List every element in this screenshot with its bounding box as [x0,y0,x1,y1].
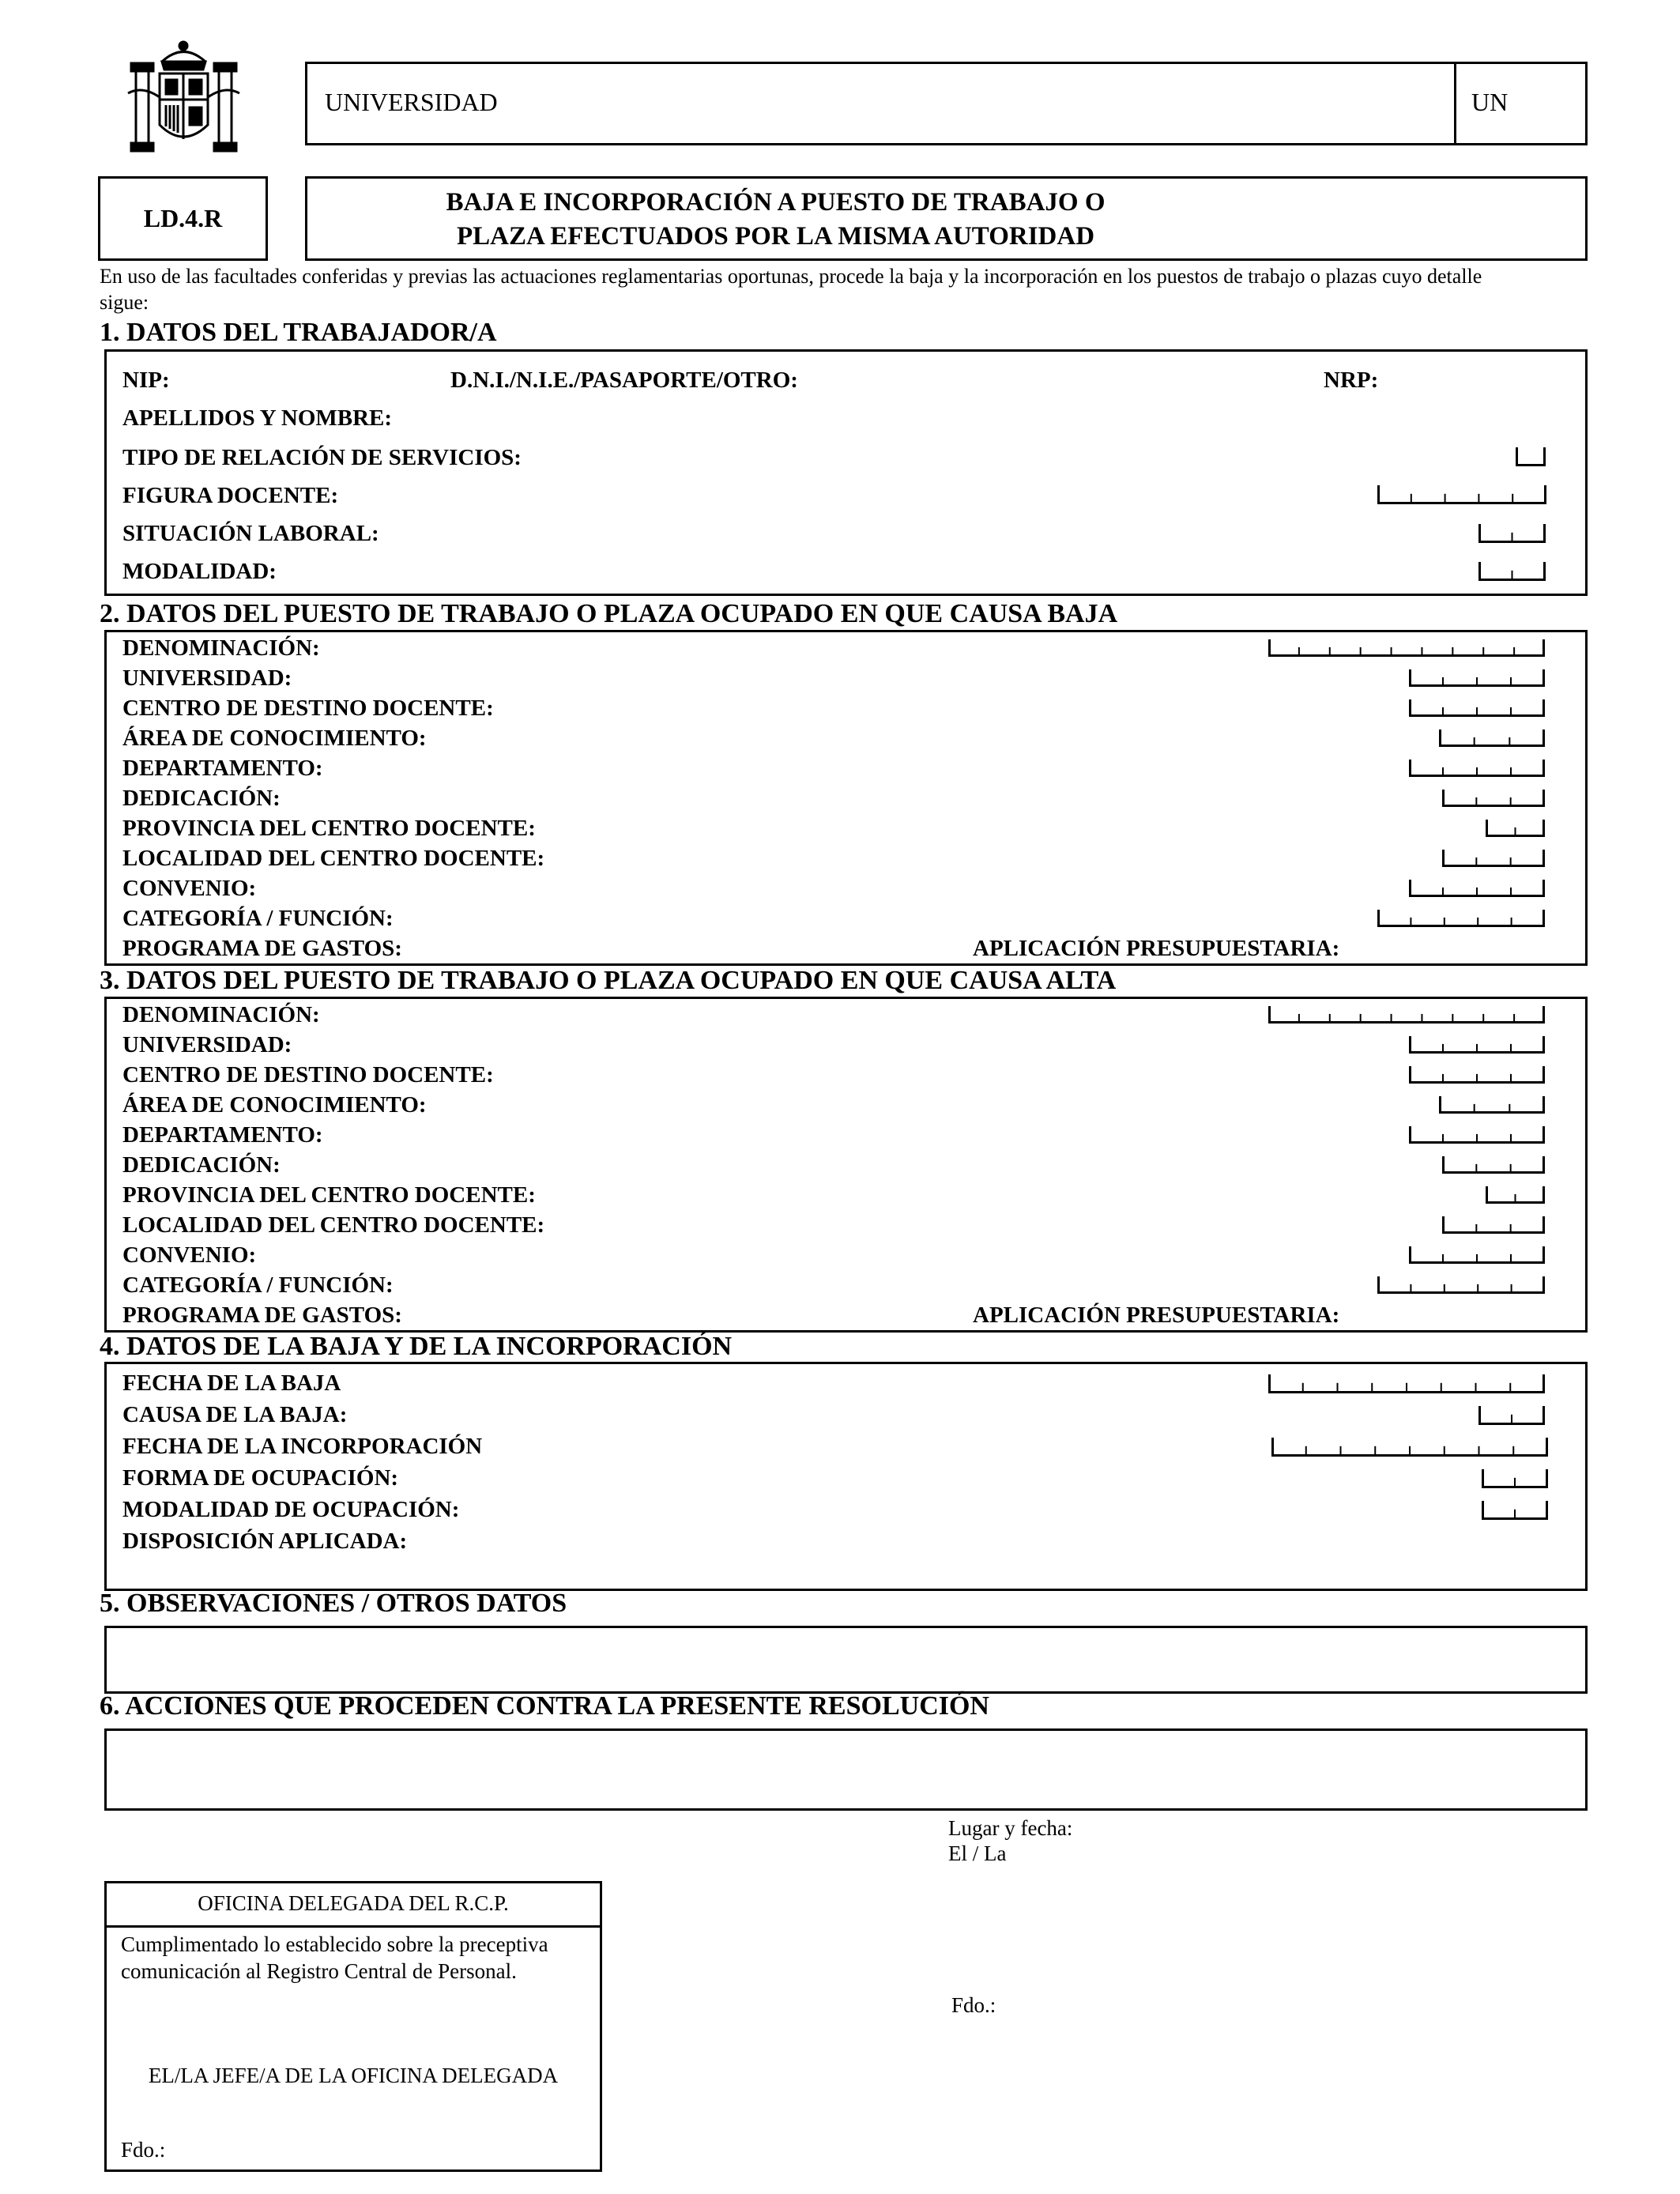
oficina-title-divider [107,1925,600,1928]
s2-dedicacion-field[interactable] [1442,790,1545,807]
comb-lines [1409,880,1545,897]
comb-lines [1409,669,1545,687]
coat-of-arms-logo [126,38,241,156]
comb-lines [1268,1374,1545,1393]
modalidad-field[interactable] [1478,562,1546,581]
comb-lines [1377,1276,1545,1294]
modalidad-label: MODALIDAD: [122,559,277,584]
tipo-relacion-label: TIPO DE RELACIÓN DE SERVICIOS: [122,445,522,470]
comb-lines [1442,1216,1545,1234]
oficina-delegada-box [104,1881,602,2172]
nip-label: NIP: [122,368,170,393]
s3-universidad-label: UNIVERSIDAD: [122,1032,292,1057]
universidad-field[interactable] [305,62,1588,145]
s2-area-conocimiento-field[interactable] [1439,729,1545,747]
s2-area-conocimiento-label: ÁREA DE CONOCIMIENTO: [122,726,427,751]
s3-convenio-field[interactable] [1409,1246,1545,1264]
apellidos-label: APELLIDOS Y NOMBRE: [122,405,393,431]
s3-categoria-field[interactable] [1377,1276,1545,1294]
s3-departamento-label: DEPARTAMENTO: [122,1122,323,1148]
forma-ocupacion-label: FORMA DE OCUPACIÓN: [122,1465,399,1491]
modalidad-ocupacion-field[interactable] [1482,1501,1548,1520]
comb-lines [1409,760,1545,777]
comb-lines [1478,524,1546,543]
fecha-incorporacion-field[interactable] [1271,1438,1548,1457]
situacion-laboral-field[interactable] [1478,524,1546,543]
s2-convenio-field[interactable] [1409,880,1545,897]
s2-universidad-label: UNIVERSIDAD: [122,665,292,691]
s2-denominacion-label: DENOMINACIÓN: [122,635,320,661]
s3-provincia-field[interactable] [1486,1186,1545,1204]
s3-denominacion-label: DENOMINACIÓN: [122,1002,320,1027]
acciones-field[interactable] [104,1728,1588,1811]
fecha-baja-field[interactable] [1268,1374,1545,1393]
section1-box [104,349,1588,596]
figura-docente-label: FIGURA DOCENTE: [122,483,339,508]
comb-lines [1486,820,1545,837]
fecha-baja-label: FECHA DE LA BAJA [122,1370,341,1396]
comb-lines [1442,1156,1545,1174]
s3-programa-gastos-label: PROGRAMA DE GASTOS: [122,1302,402,1328]
s3-dedicacion-label: DEDICACIÓN: [122,1152,281,1178]
comb-lines [1271,1438,1548,1457]
section3-box [104,997,1588,1333]
s2-programa-gastos-label: PROGRAMA DE GASTOS: [122,936,402,961]
universidad-code: UN [1471,88,1509,116]
s3-departamento-field[interactable] [1409,1126,1545,1144]
intro-text: En uso de las facultades conferidas y previas las actuaciones reglamentarias oportunas, procede la baja y la incorporación en los puestos de trabajo o plazas cuyo detalle sigue: [100,265,1482,314]
el-la-label: El / La [948,1842,1007,1865]
form-code-box [98,176,268,261]
form-title-line2: PLAZA EFECTUADOS POR LA MISMA AUTORIDAD [456,222,1095,251]
comb-lines [1268,1006,1545,1023]
lugar-fecha-label: Lugar y fecha: [948,1816,1073,1840]
comb-lines [1442,790,1545,807]
s3-localidad-field[interactable] [1442,1216,1545,1234]
comb-lines [1409,1066,1545,1084]
s2-categoria-label: CATEGORÍA / FUNCIÓN: [122,906,394,931]
comb-lines [1377,910,1545,927]
s3-area-conocimiento-field[interactable] [1439,1096,1545,1114]
forma-ocupacion-field[interactable] [1482,1469,1548,1488]
s2-centro-destino-field[interactable] [1409,699,1545,717]
section2-box [104,630,1588,966]
s2-provincia-label: PROVINCIA DEL CENTRO DOCENTE: [122,816,536,841]
comb-lines [1409,699,1545,717]
comb-lines [1482,1501,1548,1520]
section3-title: 3. DATOS DEL PUESTO DE TRABAJO O PLAZA OCUPADO EN QUE CAUSA ALTA [100,966,1117,995]
oficina-delegada-text: Cumplimentado lo establecido sobre la preceptiva comunicación al Registro Central de Personal. [121,1932,548,1983]
comb-lines [1442,850,1545,867]
s2-departamento-field[interactable] [1409,760,1545,777]
s3-categoria-label: CATEGORÍA / FUNCIÓN: [122,1272,394,1298]
s3-convenio-label: CONVENIO: [122,1242,257,1268]
section6-title: 6. ACCIONES QUE PROCEDEN CONTRA LA PRESENTE RESOLUCIÓN [100,1691,989,1721]
s3-area-conocimiento-label: ÁREA DE CONOCIMIENTO: [122,1092,427,1118]
comb-lines [1439,1096,1545,1114]
section4-title: 4. DATOS DE LA BAJA Y DE LA INCORPORACIÓN [100,1332,733,1361]
s2-localidad-label: LOCALIDAD DEL CENTRO DOCENTE: [122,846,545,871]
s3-aplicacion-presupuestaria-label: APLICACIÓN PRESUPUESTARIA: [973,1302,1340,1328]
s2-universidad-field[interactable] [1409,669,1545,687]
comb-lines [1486,1186,1545,1204]
disposicion-aplicada-label: DISPOSICIÓN APLICADA: [122,1529,408,1554]
situacion-laboral-label: SITUACIÓN LABORAL: [122,521,379,546]
s2-localidad-field[interactable] [1442,850,1545,867]
s2-denominacion-field[interactable] [1268,639,1545,657]
causa-baja-label: CAUSA DE LA BAJA: [122,1402,348,1427]
observaciones-field[interactable] [104,1626,1588,1694]
section5-title: 5. OBSERVACIONES / OTROS DATOS [100,1589,567,1618]
tipo-relacion-field[interactable] [1516,447,1546,466]
comb-lines [1268,639,1545,657]
oficina-delegada-title: OFICINA DELEGADA DEL R.C.P. [198,1891,509,1915]
form-title-box [305,176,1588,261]
s3-localidad-label: LOCALIDAD DEL CENTRO DOCENTE: [122,1212,545,1238]
section4-box [104,1362,1588,1591]
s2-aplicacion-presupuestaria-label: APLICACIÓN PRESUPUESTARIA: [973,936,1340,961]
comb-lines [1478,1406,1545,1425]
comb-lines [1478,562,1546,581]
s3-centro-destino-label: CENTRO DE DESTINO DOCENTE: [122,1062,494,1088]
universidad-label: UNIVERSIDAD [325,88,498,116]
form-code: LD.4.R [143,204,223,232]
section2-title: 2. DATOS DEL PUESTO DE TRABAJO O PLAZA OCUPADO EN QUE CAUSA BAJA [100,599,1118,628]
comb-lines [1439,729,1545,747]
s3-denominacion-field[interactable] [1268,1006,1545,1023]
comb-lines [1482,1469,1548,1488]
oficina-jefe-label: EL/LA JEFE/A DE LA OFICINA DELEGADA [148,2064,559,2087]
modalidad-ocupacion-label: MODALIDAD DE OCUPACIÓN: [122,1497,460,1522]
s2-convenio-label: CONVENIO: [122,876,257,901]
s2-centro-destino-label: CENTRO DE DESTINO DOCENTE: [122,696,494,721]
s3-dedicacion-field[interactable] [1442,1156,1545,1174]
s3-provincia-label: PROVINCIA DEL CENTRO DOCENTE: [122,1182,536,1208]
fecha-incorporacion-label: FECHA DE LA INCORPORACIÓN [122,1434,483,1459]
s3-centro-destino-field[interactable] [1409,1066,1545,1084]
comb-lines [1409,1036,1545,1054]
s2-departamento-label: DEPARTAMENTO: [122,756,323,781]
nrp-label: NRP: [1324,368,1379,393]
comb-lines [1516,447,1546,466]
s2-dedicacion-label: DEDICACIÓN: [122,786,281,811]
comb-lines [1409,1246,1545,1264]
oficina-fdo-label: Fdo.: [121,2138,166,2162]
s2-categoria-field[interactable] [1377,910,1545,927]
section1-title: 1. DATOS DEL TRABAJADOR/A [100,318,497,347]
causa-baja-field[interactable] [1478,1406,1545,1425]
universidad-divider [1454,64,1456,143]
s3-universidad-field[interactable] [1409,1036,1545,1054]
figura-docente-field[interactable] [1377,485,1546,504]
dni-label: D.N.I./N.I.E./PASAPORTE/OTRO: [450,368,798,393]
form-title-line1: BAJA E INCORPORACIÓN A PUESTO DE TRABAJO O [446,188,1106,217]
comb-lines [1377,485,1546,504]
s2-provincia-field[interactable] [1486,820,1545,837]
comb-lines [1409,1126,1545,1144]
signature-fdo-label: Fdo.: [951,1993,996,2017]
